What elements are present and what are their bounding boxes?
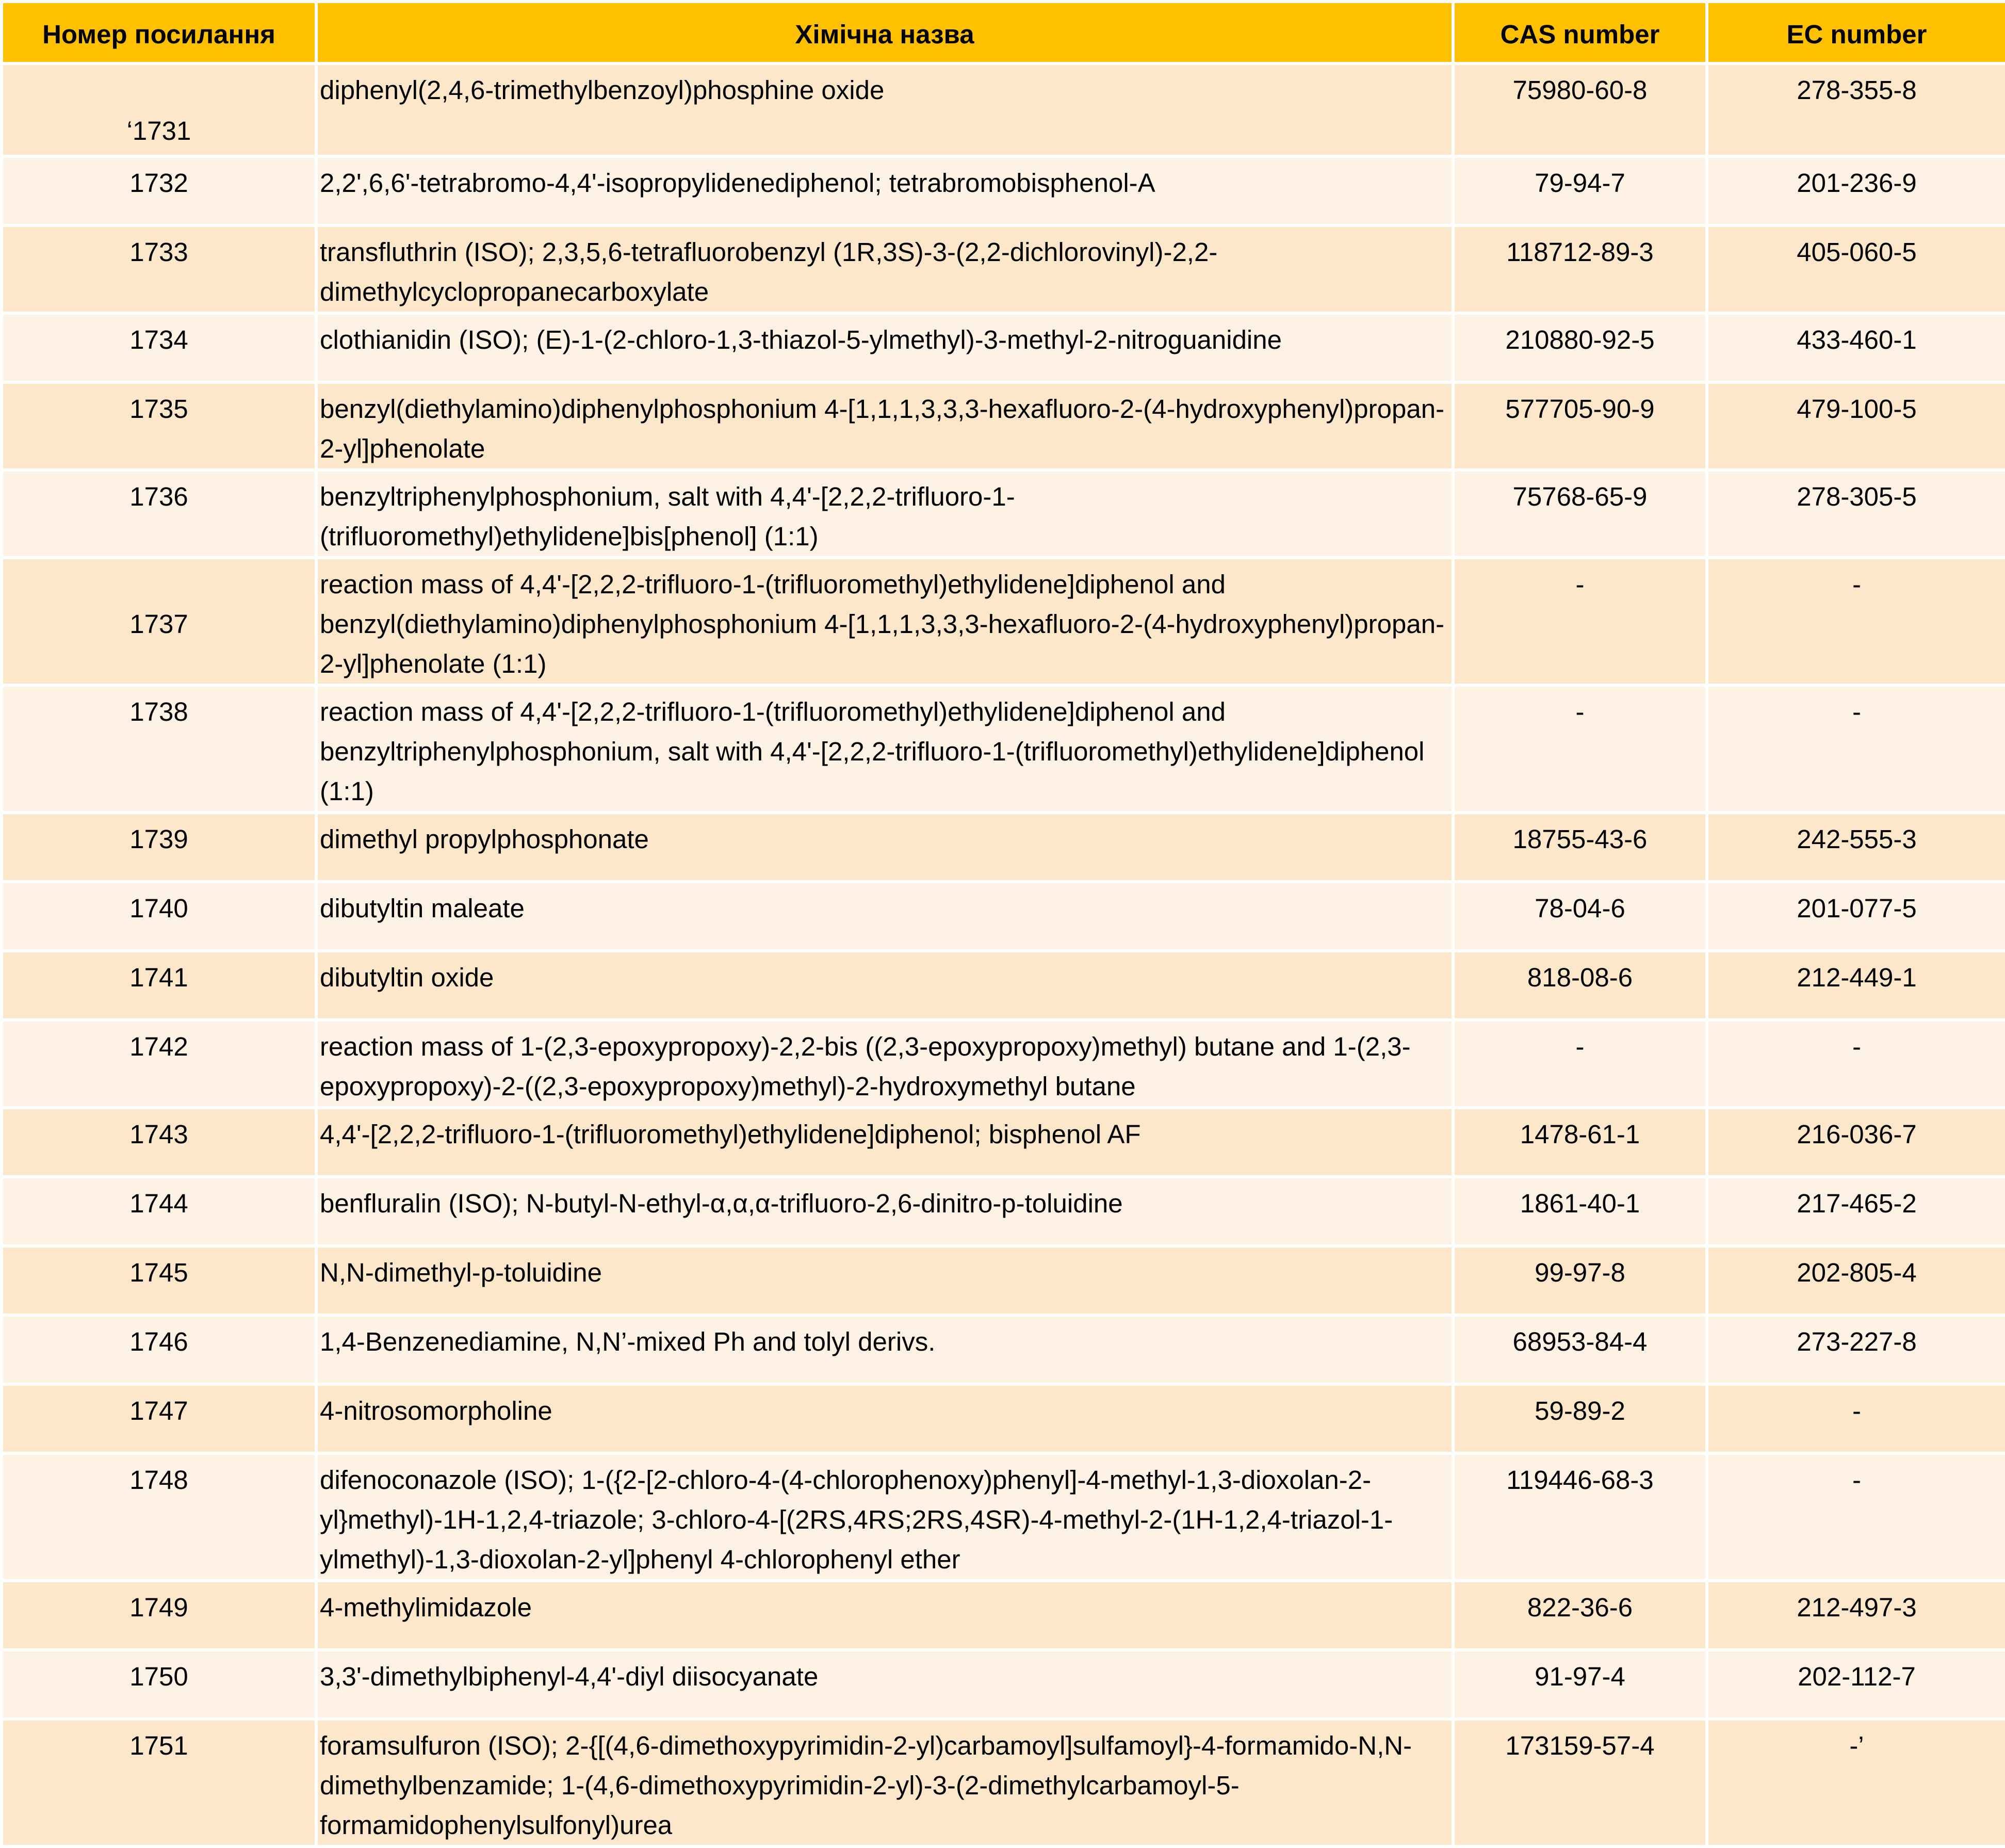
table-row [2, 1246, 2005, 1315]
cas-number-cell: 577705-90-9 [1453, 382, 1707, 470]
table-header-row [2, 2, 2005, 63]
chemical-name-cell: benzyltriphenylphosphonium, salt with 4,4'-[2,2,2-trifluoro-1-(trifluoromethyl)ethylidene]bis[phenol] (1:1) [316, 470, 1453, 558]
cas-number-cell: - [1453, 1020, 1707, 1108]
reference-number-cell: 1747 [2, 1384, 316, 1453]
table-row [2, 685, 2005, 813]
ec-number-cell: - [1707, 1453, 2005, 1581]
table-row [2, 1581, 2005, 1650]
table-row [2, 1384, 2005, 1453]
cas-number-cell: 1478-61-1 [1453, 1108, 1707, 1177]
chemical-name-cell: N,N-dimethyl-p-toluidine [316, 1246, 1453, 1315]
ec-number-cell: 405-060-5 [1707, 225, 2005, 313]
chemical-name-cell: reaction mass of 4,4'-[2,2,2-trifluoro-1-(trifluoromethyl)ethylidene]diphenol and benzyltriphenylphosphonium, salt with 4,4'-[2,2,2-trifluoro-1-(trifluoromethyl)ethylidene]diphenol (1:1) [316, 685, 1453, 813]
cas-number-cell: 173159-57-4 [1453, 1719, 1707, 1846]
chemical-name-cell: benzyl(diethylamino)diphenylphosphonium 4-[1,1,1,3,3,3-hexafluoro-2-(4-hydroxyphenyl)propan-2-yl]phenolate [316, 382, 1453, 470]
reference-number-cell: 1732 [2, 156, 316, 225]
cas-number-cell: 75980-60-8 [1453, 63, 1707, 156]
reference-number-cell: 1744 [2, 1177, 316, 1246]
reference-number-cell: 1751 [2, 1719, 316, 1846]
ec-number-cell: 212-497-3 [1707, 1581, 2005, 1650]
ec-number-cell: 217-465-2 [1707, 1177, 2005, 1246]
ec-number-cell: 278-305-5 [1707, 470, 2005, 558]
reference-number-cell: 1745 [2, 1246, 316, 1315]
header-reference-number: Номер посилання [2, 2, 316, 63]
table-row [2, 225, 2005, 313]
cas-number-cell: 78-04-6 [1453, 882, 1707, 951]
chemical-name-cell: dibutyltin oxide [316, 951, 1453, 1020]
ec-number-cell: - [1707, 558, 2005, 685]
table-row [2, 1719, 2005, 1846]
chemical-name-cell: foramsulfuron (ISO); 2-{[(4,6-dimethoxypyrimidin-2-yl)carbamoyl]sulfamoyl}-4-formamido-N,N-dimethylbenzamide; 1-(4,6-dimethoxypyrimidin-2-yl)-3-(2-dimethylcarbamoyl-5-formamidophenylsulfonyl)urea [316, 1719, 1453, 1846]
reference-number-cell: 1746 [2, 1315, 316, 1384]
reference-number-cell: 1738 [2, 685, 316, 813]
chemical-name-cell: benfluralin (ISO); N-butyl-N-ethyl-α,α,α-trifluoro-2,6-dinitro-p-toluidine [316, 1177, 1453, 1246]
ec-number-cell: - [1707, 1020, 2005, 1108]
chemical-name-cell: reaction mass of 1-(2,3-epoxypropoxy)-2,2-bis ((2,3-epoxypropoxy)methyl) butane and 1-(2,3-epoxypropoxy)-2-((2,3-epoxypropoxy)methyl)-2-hydroxymethyl butane [316, 1020, 1453, 1108]
ec-number-cell: 216-036-7 [1707, 1108, 2005, 1177]
ec-number-cell: - [1707, 685, 2005, 813]
cas-number-cell: 59-89-2 [1453, 1384, 1707, 1453]
cas-number-cell: 99-97-8 [1453, 1246, 1707, 1315]
reference-number-cell: 1742 [2, 1020, 316, 1108]
reference-number-cell: ‘1731 [2, 63, 316, 156]
table-row [2, 951, 2005, 1020]
cas-number-cell: 822-36-6 [1453, 1581, 1707, 1650]
cas-number-cell: 18755-43-6 [1453, 813, 1707, 882]
table-row [2, 813, 2005, 882]
ec-number-cell: - [1707, 1384, 2005, 1453]
chemical-name-cell: 3,3'-dimethylbiphenyl-4,4'-diyl diisocyanate [316, 1650, 1453, 1719]
table-row [2, 1650, 2005, 1719]
reference-number-cell: 1739 [2, 813, 316, 882]
header-chemical-name: Хімічна назва [316, 2, 1453, 63]
table-row [2, 63, 2005, 156]
chemical-name-cell: dibutyltin maleate [316, 882, 1453, 951]
chemical-name-cell: 4,4'-[2,2,2-trifluoro-1-(trifluoromethyl)ethylidene]diphenol; bisphenol AF [316, 1108, 1453, 1177]
table-row [2, 558, 2005, 685]
chemical-name-cell: 4-nitrosomorpholine [316, 1384, 1453, 1453]
table-row [2, 882, 2005, 951]
reference-number-cell: 1734 [2, 313, 316, 382]
ec-number-cell: 278-355-8 [1707, 63, 2005, 156]
ec-number-cell: 201-236-9 [1707, 156, 2005, 225]
chemical-name-cell: reaction mass of 4,4'-[2,2,2-trifluoro-1-(trifluoromethyl)ethylidene]diphenol and benzyl(diethylamino)diphenylphosphonium 4-[1,1,1,3,3,3-hexafluoro-2-(4-hydroxyphenyl)propan-2-yl]phenolate (1:1) [316, 558, 1453, 685]
cas-number-cell: - [1453, 558, 1707, 685]
cas-number-cell: 75768-65-9 [1453, 470, 1707, 558]
chemical-name-cell: 1,4-Benzenediamine, N,N’-mixed Ph and tolyl derivs. [316, 1315, 1453, 1384]
reference-number-cell: 1740 [2, 882, 316, 951]
header-cas-number: CAS number [1453, 2, 1707, 63]
ec-number-cell: 273-227-8 [1707, 1315, 2005, 1384]
reference-number-cell: 1736 [2, 470, 316, 558]
chemical-name-cell: 4-methylimidazole [316, 1581, 1453, 1650]
ec-number-cell: 242-555-3 [1707, 813, 2005, 882]
table-row [2, 1020, 2005, 1108]
chemical-name-cell: transfluthrin (ISO); 2,3,5,6-tetrafluorobenzyl (1R,3S)-3-(2,2-dichlorovinyl)-2,2-dimethylcyclopropanecarboxylate [316, 225, 1453, 313]
table-row [2, 313, 2005, 382]
cas-number-cell: 79-94-7 [1453, 156, 1707, 225]
cas-number-cell: 818-08-6 [1453, 951, 1707, 1020]
table-row [2, 470, 2005, 558]
ec-number-cell: 479-100-5 [1707, 382, 2005, 470]
chemical-name-cell: dimethyl propylphosphonate [316, 813, 1453, 882]
chemical-name-cell: diphenyl(2,4,6-trimethylbenzoyl)phosphine oxide [316, 63, 1453, 156]
table-row [2, 1315, 2005, 1384]
reference-number-cell: 1735 [2, 382, 316, 470]
cas-number-cell: 1861-40-1 [1453, 1177, 1707, 1246]
chemical-name-cell: 2,2',6,6'-tetrabromo-4,4'-isopropylidenediphenol; tetrabromobisphenol-A [316, 156, 1453, 225]
cas-number-cell: - [1453, 685, 1707, 813]
chemical-name-cell: difenoconazole (ISO); 1-({2-[2-chloro-4-(4-chlorophenoxy)phenyl]-4-methyl-1,3-dioxolan-2-yl}methyl)-1H-1,2,4-triazole; 3-chloro-4-[(2RS,4RS;2RS,4SR)-4-methyl-2-(1H-1,2,4-triazol-1-ylmethyl)-1,3-dioxolan-2-yl]phenyl 4-chlorophenyl ether [316, 1453, 1453, 1581]
table-row [2, 1108, 2005, 1177]
table-row [2, 1453, 2005, 1581]
cas-number-cell: 118712-89-3 [1453, 225, 1707, 313]
ec-number-cell: 202-112-7 [1707, 1650, 2005, 1719]
ec-number-cell: 433-460-1 [1707, 313, 2005, 382]
reference-number-cell: 1733 [2, 225, 316, 313]
table-row [2, 156, 2005, 225]
reference-number-cell: 1749 [2, 1581, 316, 1650]
reference-number-cell: 1748 [2, 1453, 316, 1581]
ec-number-cell: 201-077-5 [1707, 882, 2005, 951]
reference-number-cell: 1743 [2, 1108, 316, 1177]
reference-number-cell: 1741 [2, 951, 316, 1020]
table-row [2, 382, 2005, 470]
header-ec-number: EC number [1707, 2, 2005, 63]
cas-number-cell: 91-97-4 [1453, 1650, 1707, 1719]
cas-number-cell: 119446-68-3 [1453, 1453, 1707, 1581]
ec-number-cell: 202-805-4 [1707, 1246, 2005, 1315]
ec-number-cell: 212-449-1 [1707, 951, 2005, 1020]
reference-number-cell: 1750 [2, 1650, 316, 1719]
table-row [2, 1177, 2005, 1246]
cas-number-cell: 68953-84-4 [1453, 1315, 1707, 1384]
chemical-name-cell: clothianidin (ISO); (E)-1-(2-chloro-1,3-thiazol-5-ylmethyl)-3-methyl-2-nitroguanidine [316, 313, 1453, 382]
reference-number-cell: 1737 [2, 558, 316, 685]
cas-number-cell: 210880-92-5 [1453, 313, 1707, 382]
ec-number-cell: -’ [1707, 1719, 2005, 1846]
table-body [2, 63, 2005, 1846]
